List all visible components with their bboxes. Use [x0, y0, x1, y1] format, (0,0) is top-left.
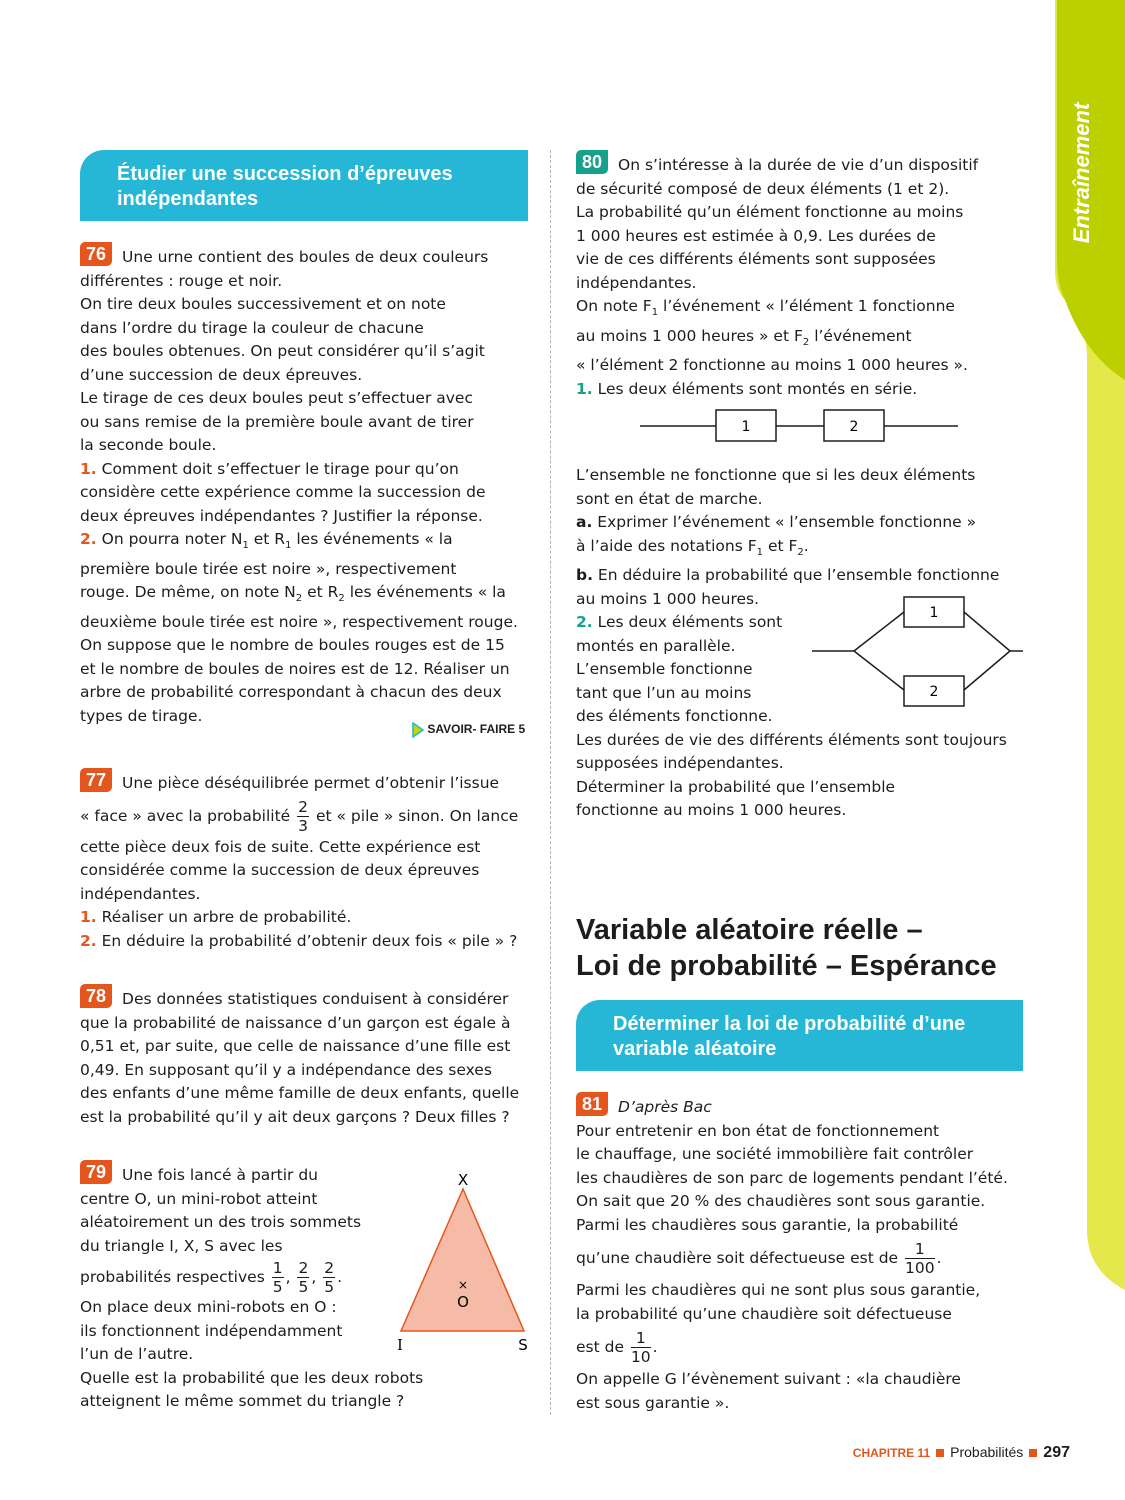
- series-circuit-diagram: [640, 405, 960, 445]
- fraction: $\frac{2}{5}$: [324, 1259, 335, 1296]
- exercise-number: 78: [80, 984, 112, 1008]
- exercise-number: 79: [80, 1160, 112, 1184]
- fraction: $\frac{2}{3}$: [298, 797, 309, 835]
- exercise-number: 81: [576, 1092, 608, 1116]
- exercise-79: 79 Une fois lancé à partir du centre O, un mini-robot atteint aléatoirement un des trois sommets du triangle I, X, S avec les probabilités respectives $\frac{1}{5}$ , $\frac{2}{5}$ , $\frac{2}{5}$ . On place deux mini-robots en O : ils fonctionnent indépendamment l’un de l’autre. Quelle est la probabilité que les deux robots atteignent le même sommet du triangle ?: [80, 1162, 424, 1410]
- section-banner: [80, 150, 528, 221]
- chapter-label: CHAPITRE 11: [852, 1446, 931, 1460]
- svg-text:1: 1: [929, 605, 939, 621]
- exercise-80: 80 On s’intéresse à la durée de vie d’un dispositif de sécurité composé de deux éléments (1 et 2). La probabilité qu’un élément fonctionne au moins 1 000 heures est estimée à 0,9. Les durées de vie de ces différents éléments sont supposées indépendantes. On note $F_1$ l’événement « l’élément 1 fonctionne au moins 1 000 heures » et $F_2$ l’événement « l’élément 2 fonctionne au moins 1 000 heures ». 1. Les deux éléments sont montés en série.: [576, 152, 979, 398]
- fraction: $\frac{1}{10}$: [630, 1329, 651, 1366]
- side-tab-label: Entraînement: [1069, 102, 1094, 244]
- question-number: 2.: [80, 530, 97, 548]
- svg-text:1: 1: [741, 419, 751, 435]
- svg-text:2: 2: [849, 419, 859, 435]
- center-mark: ×: [457, 1278, 469, 1292]
- exercise-80-continued: L’ensemble ne fonctionne que si les deux éléments sont en état de marche. a. Exprimer l’événement « l’ensemble fonctionne » à l’aide des notations $F_1$ et $F_2$. b. En déduire la probabilité que l’ensemble fonctionne au moins 1 000 heures. 2. Les deux éléments sont montés en parallèle. L’ensemble fonctionne tant que l’un au moins des éléments fonctionne. Les durées de vie des différents éléments sont toujours supposées indépendantes. Déterminer la probabilité que l’ensemble fonctionne au moins 1 000 heures.: [576, 466, 1007, 820]
- section-banner: [576, 1000, 1023, 1071]
- question-number: 1.: [80, 459, 97, 478]
- column-divider: [550, 150, 551, 1415]
- page-number: 297: [1043, 1444, 1070, 1461]
- chapter-section-title: Variable aléatoire réelle – Loi de probabilité – Espérance: [576, 914, 997, 982]
- exercise-number: 80: [576, 150, 608, 174]
- fraction: $\frac{1}{100}$: [905, 1240, 935, 1277]
- vertex-x-label: X: [457, 1171, 469, 1189]
- section-title: Étudier une succession d’épreuves indépendantes: [117, 163, 453, 210]
- parallel-circuit-diagram: [810, 590, 1025, 710]
- center-o-label: O: [457, 1293, 469, 1311]
- vertex-i-label: I: [397, 1336, 403, 1354]
- triangle-figure: [390, 1165, 540, 1355]
- svg-text:2: 2: [929, 684, 939, 700]
- section-title: Déterminer la loi de probabilité d’une variable aléatoire: [613, 1013, 966, 1060]
- exercise-number: 77: [80, 768, 112, 792]
- exercise-78: 78 Des données statistiques conduisent à considérer que la probabilité de naissance d’un garçon est égale à 0,51 et, par suite, que celle de naissance d’une fille est 0,49. En supposant qu’il y a indépendance des sexes des enfants d’une même famille de deux enfants, quelle est la probabilité qu’il y ait deux garçons ? Deux filles ?: [80, 986, 520, 1126]
- exercise-77: 77 Une pièce déséquilibrée permet d’obtenir l’issue « face » avec la probabilité $\frac{2}{3}$ et « pile » sinon. On lance cette pièce deux fois de suite. Cette expérience est considérée comme la succession de deux épreuves indépendantes. 1. Réaliser un arbre de probabilité. 2. En déduire la probabilité d’obtenir deux fois « pile » ?: [80, 770, 519, 950]
- exercise-81: 81 D’après Bac Pour entretenir en bon état de fonctionnement le chauffage, une société immobilière fait contrôler les chaudières de son parc de logements pendant l’été. On sait que 20 % des chaudières sont sous garantie. Parmi les chaudières sous garantie, la probabilité qu’une chaudière soit défectueuse est de $\frac{1}{100}$ . Parmi les chaudières qui ne sont plus sous garantie, la probabilité qu’une chaudière soit défectueuse est de $\frac{1}{10}$ . On appelle G l’évènement suivant : «la chaudière est sous garantie ».: [576, 1094, 1008, 1412]
- fraction: $\frac{2}{5}$: [298, 1259, 309, 1296]
- topic-label: Probabilités: [950, 1444, 1024, 1460]
- exercise-76: 76 Une urne contient des boules de deux couleurs différentes : rouge et noir. On tire deux boules successivement et on note dans l’ordre du tirage la couleur de chacune des boules obtenues. On peut considérer qu’il s’agit d’une succession de deux épreuves. Le tirage de ces deux boules peut s’effectuer avec ou sans remise de la première boule avant de tirer la seconde boule. 1. Comment doit s’effectuer le tirage pour qu’on considère cette expérience comme la succession de deux épreuves indépendantes ? Justifier la réponse. 2. On pourra noter $N_1$ et $R_1$ les événements « la première boule tirée est noire », respectivement rouge. De même, on note $N_2$ et $R_2$ les événements « la deuxième boule tirée est noire », respectivement rouge. On suppose que le nombre de boules rouges est de 15 et le nombre de boules de noires est de 12. Réaliser un arbre de probabilité correspondant à chacun des deux types de tirage.: [80, 244, 518, 725]
- vertex-s-label: S: [518, 1336, 528, 1354]
- fraction: $\frac{1}{5}$: [272, 1259, 283, 1296]
- exercise-number: 76: [80, 242, 112, 266]
- play-arrow-icon: [412, 722, 424, 738]
- savoir-faire-link[interactable]: SAVOIR- FAIRE 5: [412, 722, 525, 738]
- page-footer: [853, 1444, 1070, 1462]
- square-bullet-icon: [936, 1449, 944, 1457]
- square-bullet-icon: [1029, 1449, 1037, 1457]
